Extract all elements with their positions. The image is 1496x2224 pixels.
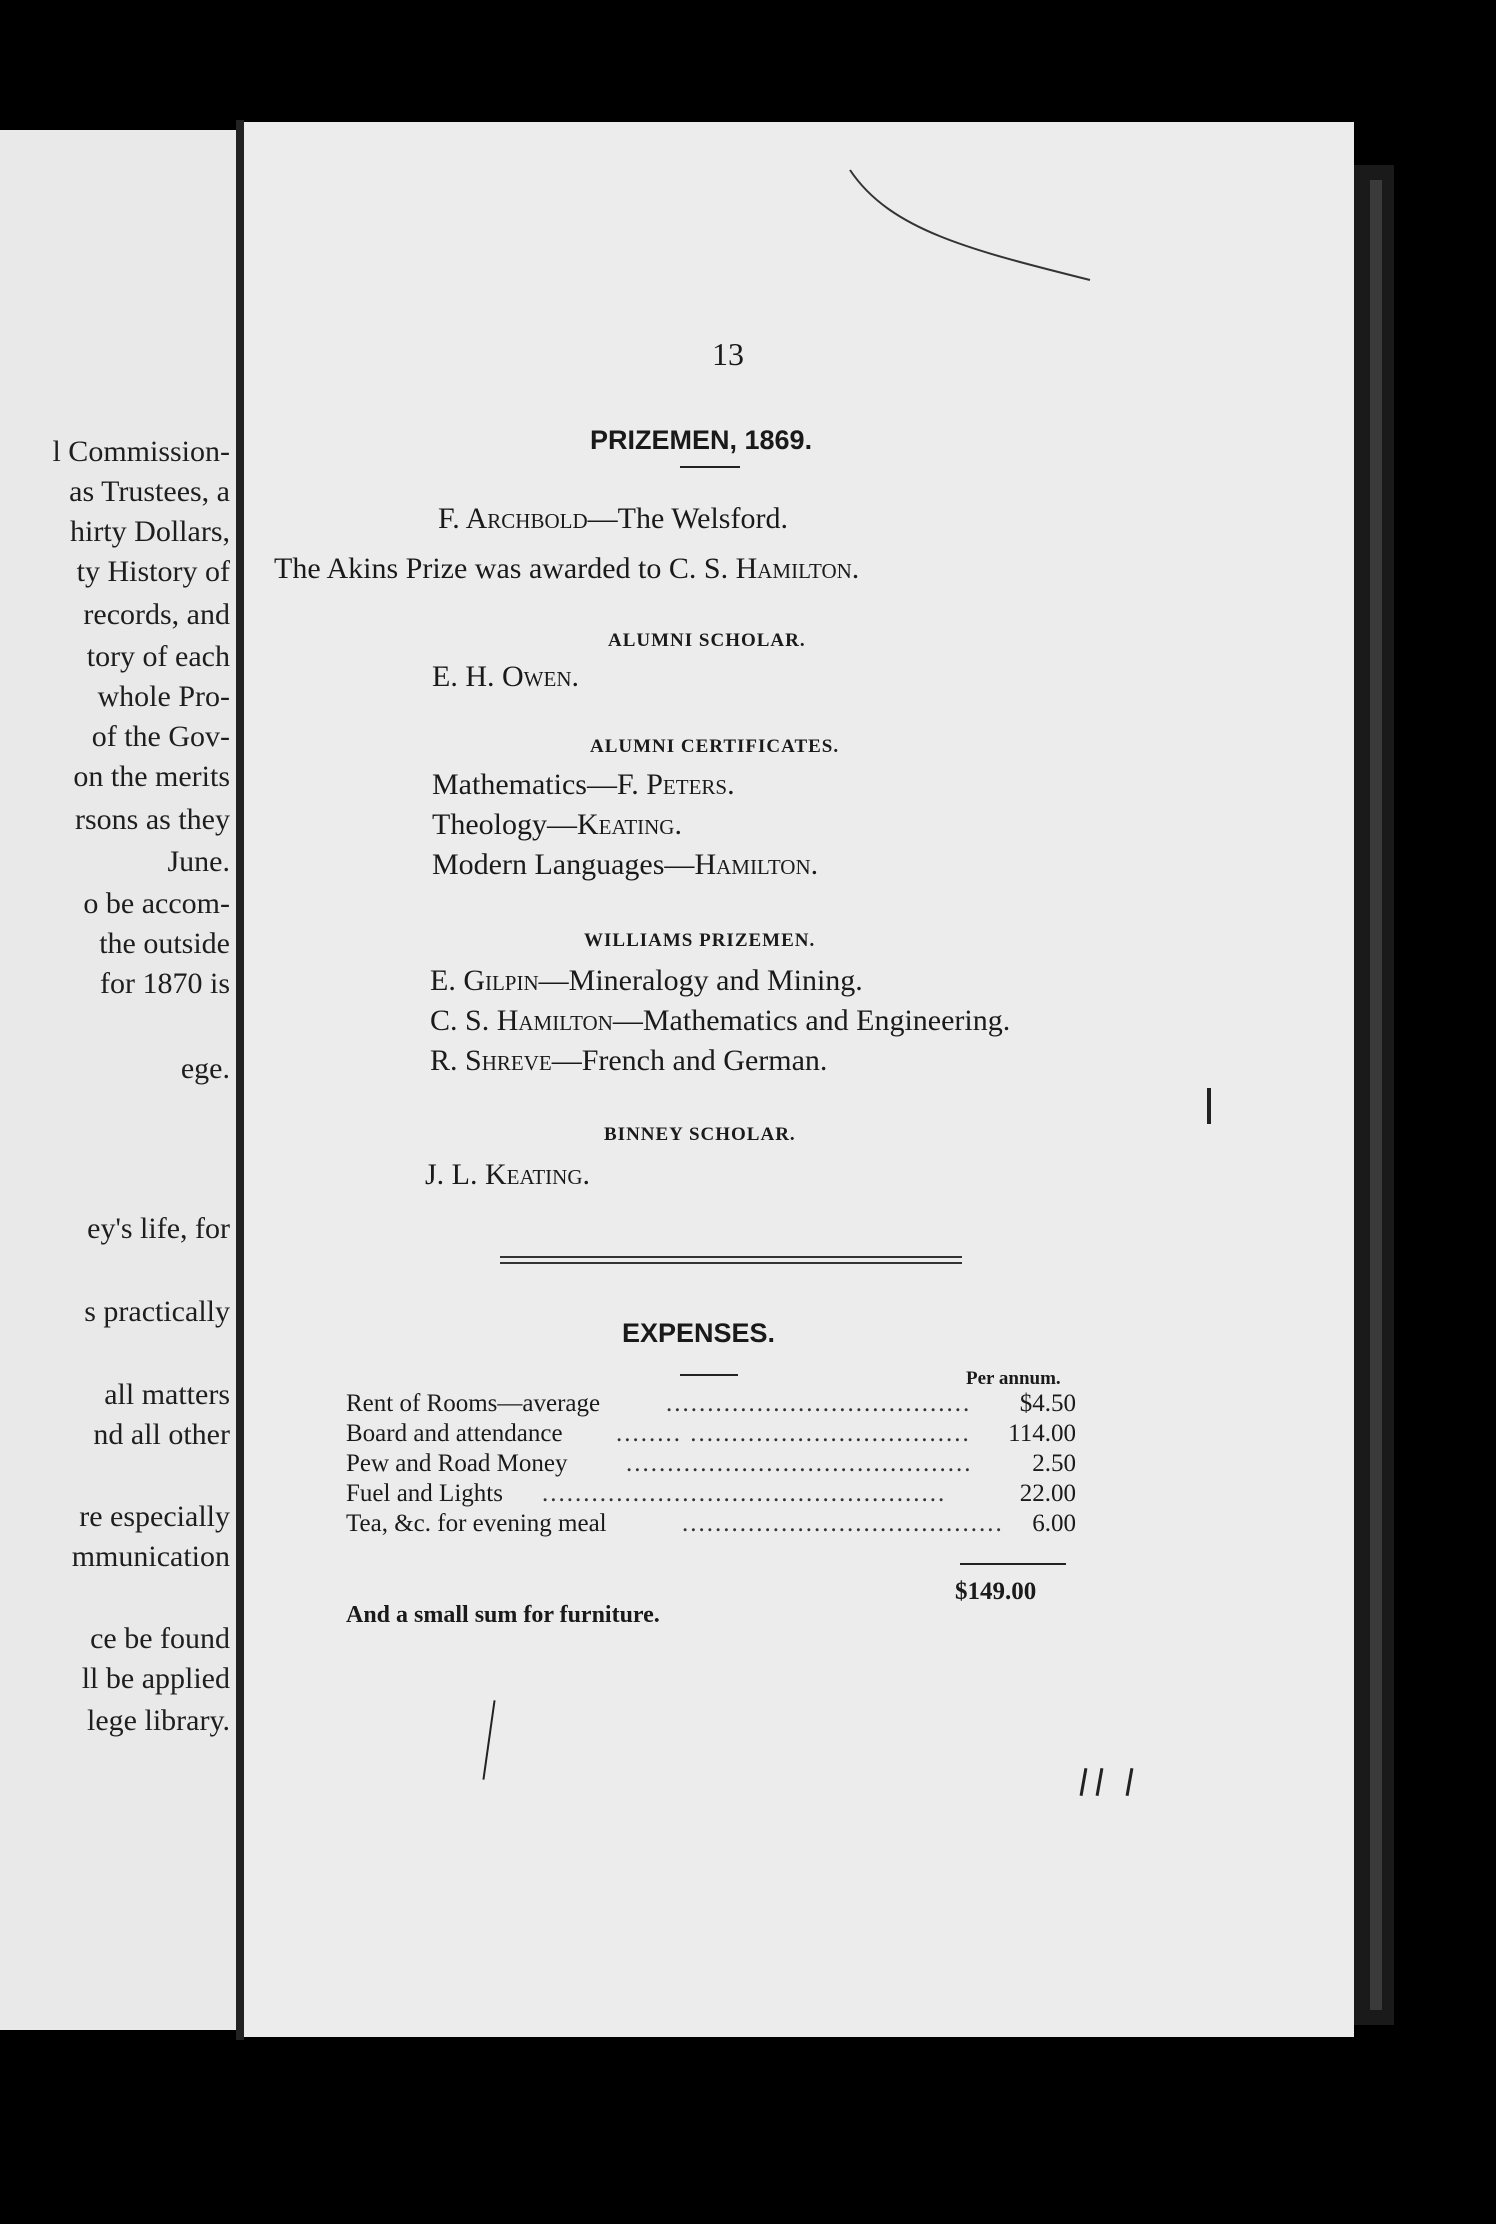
left-page-line: o be accom-	[83, 887, 230, 920]
expense-row	[346, 1390, 1076, 1420]
left-page-line: l Commission-	[52, 435, 230, 468]
dot-leader: ........ ..................................	[616, 1420, 971, 1447]
expense-amount: 114.00	[1008, 1420, 1076, 1447]
expenses-title: EXPENSES.	[622, 1318, 776, 1348]
expense-label: Board and attendance	[346, 1420, 563, 1447]
left-page-line: ty History of	[76, 555, 230, 588]
expense-amount: $4.50	[1019, 1390, 1076, 1417]
certificate-subject: Mathematics—F.	[432, 768, 647, 801]
alumni-certificates-heading: ALUMNI CERTIFICATES.	[590, 736, 840, 757]
section-divider-bottom	[500, 1262, 962, 1264]
certificate-name: Keating.	[576, 808, 682, 841]
expenses-title-rule	[680, 1374, 738, 1376]
akins-name: Hamilton.	[735, 552, 860, 585]
book-edge-inner	[1370, 180, 1382, 2010]
left-page-line: ege.	[180, 1052, 230, 1085]
left-page-line: re especially	[79, 1500, 230, 1533]
williams-name: R. Shreve	[430, 1044, 552, 1077]
binney-scholar-heading: BINNEY SCHOLAR.	[604, 1124, 796, 1145]
left-page-line: for 1870 is	[100, 967, 230, 1000]
left-page-line: rsons as they	[75, 803, 230, 836]
akins-line	[274, 552, 859, 586]
expenses-note: And a small sum for furniture.	[346, 1602, 660, 1628]
total-rule	[960, 1563, 1066, 1565]
left-page-line: all matters	[104, 1378, 230, 1411]
main-page	[244, 122, 1354, 2037]
alumni-scholar-heading: ALUMNI SCHOLAR.	[608, 630, 806, 651]
binney-scholar-initials: J. L.	[425, 1158, 485, 1191]
expense-total: $149.00	[955, 1578, 1037, 1605]
left-page-line: ey's life, for	[87, 1212, 230, 1245]
expense-amount: 2.50	[1032, 1450, 1076, 1477]
left-page-line: June.	[167, 845, 230, 878]
williams-entry	[430, 964, 863, 998]
dot-leader: .......................................	[682, 1510, 1004, 1537]
left-page-line: hirty Dollars,	[70, 515, 230, 548]
left-page	[0, 130, 238, 2030]
prizemen-title: PRIZEMEN, 1869.	[590, 425, 813, 455]
williams-subject: —French and German.	[551, 1044, 828, 1077]
dot-leader: .....................................	[666, 1390, 972, 1417]
alumni-scholar-initials: E. H.	[432, 660, 502, 693]
williams-name: C. S. Hamilton	[430, 1004, 613, 1037]
dot-leader: ..........................................	[626, 1450, 973, 1477]
expense-row	[346, 1420, 1076, 1450]
williams-entry	[430, 1004, 1010, 1038]
certificate-name: Hamilton.	[694, 848, 819, 881]
left-page-line: on the merits	[73, 760, 230, 793]
expense-label: Tea, &c. for evening meal	[346, 1510, 607, 1537]
certificate-name: Peters.	[646, 768, 735, 801]
expense-amount: 6.00	[1032, 1510, 1076, 1537]
williams-subject: —Mathematics and Engineering.	[612, 1004, 1011, 1037]
per-annum-label: Per annum.	[966, 1368, 1061, 1389]
left-page-line: as Trustees, a	[69, 475, 230, 508]
expense-label: Pew and Road Money	[346, 1450, 568, 1477]
left-page-line: s practically	[84, 1295, 230, 1328]
certificate-subject: Modern Languages—	[432, 848, 695, 881]
left-page-line: tory of each	[86, 640, 230, 673]
left-page-line: mmunication	[71, 1540, 230, 1573]
left-page-line: the outside	[99, 927, 230, 960]
expense-label: Rent of Rooms—average	[346, 1390, 601, 1417]
akins-text: The Akins Prize was awarded to C. S.	[274, 552, 736, 585]
binney-scholar-name: Keating.	[485, 1158, 590, 1191]
certificate-entry	[432, 848, 818, 882]
welsford-line	[438, 502, 788, 536]
alumni-scholar-entry	[432, 660, 579, 694]
dot-leader: .................................................	[542, 1480, 947, 1507]
certificate-entry	[432, 808, 682, 842]
binney-scholar-entry	[425, 1158, 590, 1192]
certificate-entry	[432, 768, 735, 802]
left-page-line: ll be applied	[81, 1662, 230, 1695]
expense-label: Fuel and Lights	[346, 1480, 503, 1507]
left-page-line: of the Gov-	[91, 720, 230, 753]
expense-row	[346, 1480, 1076, 1510]
title-rule	[680, 466, 740, 468]
certificate-subject: Theology—	[432, 808, 577, 841]
pen-stroke-mark	[830, 150, 1100, 290]
williams-prizemen-heading: WILLIAMS PRIZEMEN.	[584, 930, 816, 951]
left-page-line: records, and	[83, 598, 230, 631]
ink-mark	[1207, 1088, 1211, 1124]
welsford-name: F. Archbold	[438, 502, 588, 535]
section-divider-top	[500, 1256, 962, 1258]
welsford-prize: —The Welsford.	[587, 502, 788, 535]
williams-subject: —Mineralogy and Mining.	[538, 964, 863, 997]
left-page-line: whole Pro-	[97, 680, 230, 713]
left-page-line: lege library.	[87, 1704, 230, 1737]
williams-entry	[430, 1044, 827, 1078]
left-page-line: nd all other	[93, 1418, 230, 1451]
page-gutter	[236, 120, 244, 2040]
alumni-scholar-name: Owen.	[502, 660, 579, 693]
left-page-line: ce be found	[90, 1622, 230, 1655]
expense-row	[346, 1450, 1076, 1480]
expense-amount: 22.00	[1019, 1480, 1076, 1507]
expense-row	[346, 1510, 1076, 1540]
williams-name: E. Gilpin	[430, 964, 539, 997]
page-number: 13	[712, 336, 744, 372]
